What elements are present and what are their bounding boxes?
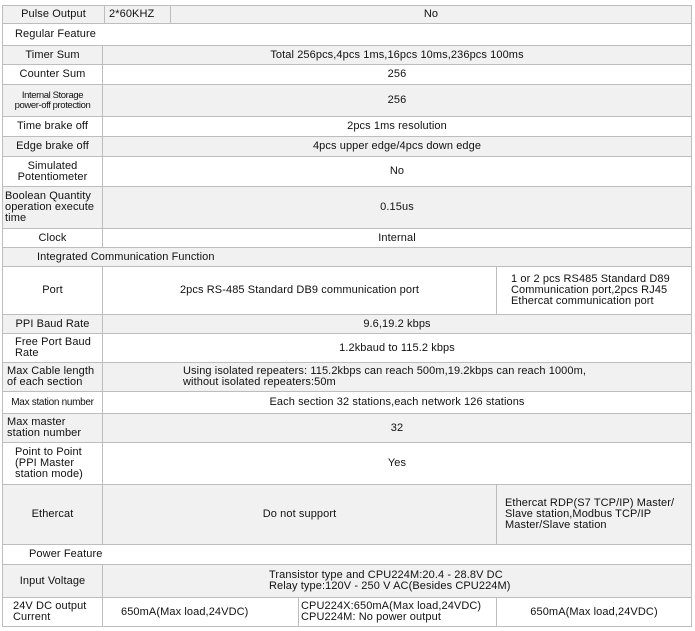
row-spec: 2*60KHZ [104,5,170,24]
row-value: Each section 32 stations,each network 126 stations [102,392,692,414]
row-label: Simulated Potentiometer [2,157,102,187]
table-row-clock [2,229,692,248]
table-row-timer-sum [2,46,692,65]
row-label: Max Cable length of each section [2,363,102,392]
section-header-regular-feature [2,24,692,46]
row-value-3: 650mA(Max load,24VDC) [496,598,692,627]
row-label: 24V DC output Current [2,598,102,627]
row-value: 2pcs RS-485 Standard DB9 communication port [102,267,496,315]
row-label: Input Voltage [2,565,102,598]
row-label: Max station number [2,392,102,414]
section-heading: Regular Feature [2,24,692,46]
row-value-2: CPU224X:650mA(Max load,24VDC) CPU224M: No power output [298,598,496,627]
table-row-free-port-baud-rate [2,334,692,363]
row-label: Edge brake off [2,137,102,157]
row-value: 4pcs upper edge/4pcs down edge [102,137,692,157]
row-label: Ethercat [2,485,102,545]
row-value: 9.6,19.2 kbps [102,315,692,334]
row-label: Timer Sum [2,46,102,65]
row-value: 32 [102,414,692,443]
table-row-24v-dc-output-current [2,598,692,627]
row-label: Point to Point (PPI Master station mode) [2,443,102,485]
row-value: 256 [102,85,692,117]
table-row-edge-brake-off [2,137,692,157]
table-row-boolean-quantity [2,187,692,229]
table-row-max-master-station [2,414,692,443]
section-heading: Power Feature [2,545,692,565]
row-value: No [170,5,692,24]
row-value: Yes [102,443,692,485]
row-value-alt: 1 or 2 pcs RS485 Standard D89 Communication port,2pcs RJ45 Ethercat communication port [496,267,692,315]
row-value: 256 [102,65,692,85]
row-value: Total 256pcs,4pcs 1ms,16pcs 10ms,236pcs 100ms [102,46,692,65]
row-value: Transistor type and CPU224M:20.4 - 28.8V DC Relay type:120V - 250 V AC(Besides CPU224M) [102,565,692,598]
section-header-integrated-communication [2,248,692,267]
row-value: Internal [102,229,692,248]
row-value: 2pcs 1ms resolution [102,117,692,137]
row-label: Clock [2,229,102,248]
table-row-pulse-output [2,5,692,24]
row-label: PPI Baud Rate [2,315,102,334]
row-label: Internal Storage power-off protection [2,85,102,117]
table-row-ethercat [2,485,692,545]
row-label: Free Port Baud Rate [2,334,102,363]
table-row-counter-sum [2,65,692,85]
table-row-max-cable-length [2,363,692,392]
row-value: Do not support [102,485,496,545]
row-value: 0.15us [102,187,692,229]
row-value-1: 650mA(Max load,24VDC) [102,598,298,627]
row-value: Using isolated repeaters: 115.2kbps can reach 500m,19.2kbps can reach 1000m, without isolated repeaters:50m [102,363,692,392]
row-value: No [102,157,692,187]
table-row-max-station-number [2,392,692,414]
row-label: Port [2,267,102,315]
table-row-simulated-potentiometer [2,157,692,187]
row-label: Time brake off [2,117,102,137]
table-row-ppi-baud-rate [2,315,692,334]
table-row-internal-storage [2,85,692,117]
row-label: Boolean Quantity operation execute time [2,187,102,229]
row-value-alt: Ethercat RDP(S7 TCP/IP) Master/ Slave station,Modbus TCP/IP Master/Slave station [496,485,692,545]
section-heading: Integrated Communication Function [2,248,692,267]
table-row-point-to-point [2,443,692,485]
row-label: Max master station number [2,414,102,443]
table-row-port [2,267,692,315]
row-value: 1.2kbaud to 115.2 kbps [102,334,692,363]
table-row-input-voltage [2,565,692,598]
row-label: Pulse Output [2,5,104,24]
table-row-time-brake-off [2,117,692,137]
row-label: Counter Sum [2,65,102,85]
section-header-power-feature [2,545,692,565]
